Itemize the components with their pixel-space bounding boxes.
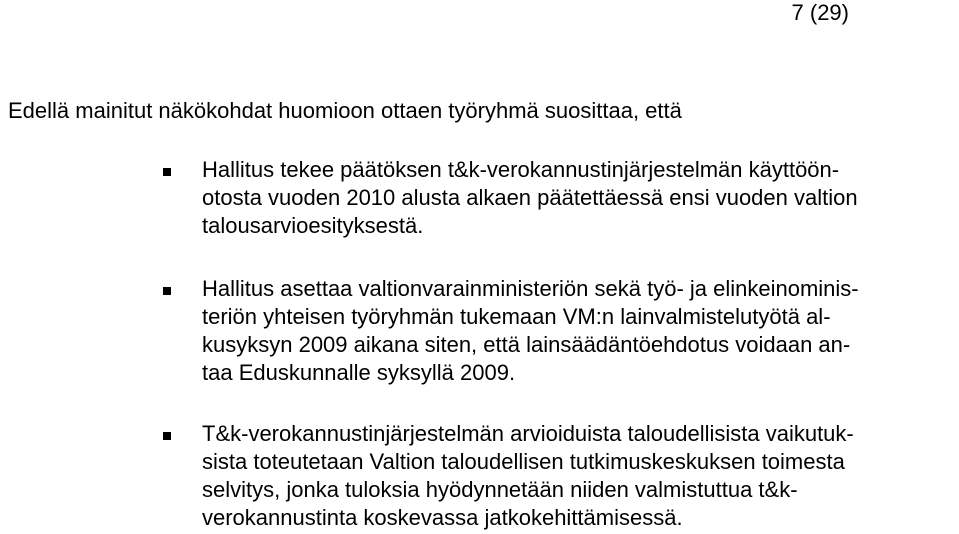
bullet-item-1-line-3: talousarvioesityksestä.	[202, 213, 424, 238]
bullet-item-2-line-2: teriön yhteisen työryhmän tukemaan VM:n lainvalmistelutyötä al-	[202, 304, 831, 329]
page-number: 7 (29)	[791, 0, 849, 25]
bullet-item-1-line-2: otosta vuoden 2010 alusta alkaen päätettäessä ensi vuoden valtion	[202, 185, 858, 210]
bullet-item-1-line-1: Hallitus tekee päätöksen t&k-verokannustinjärjestelmän käyttöön-	[202, 157, 840, 182]
bullet-item-3-line-4: verokannustinta koskevassa jatkokehittämisessä.	[202, 505, 683, 530]
bullet-item-3-line-1: T&k-verokannustinjärjestelmän arvioiduista taloudellisista vaikutuk-	[202, 421, 854, 446]
bullet-item-3-line-2: sista toteutetaan Valtion taloudellisen tutkimuskeskuksen toimesta	[202, 449, 845, 474]
bullet-item-2	[202, 275, 859, 387]
bullet-item-2-line-1: Hallitus asettaa valtionvarainministeriön sekä työ- ja elinkeinominis-	[202, 276, 859, 301]
bullet-marker-3	[163, 432, 171, 440]
bullet-item-3	[202, 420, 854, 532]
bullet-marker-1	[163, 168, 171, 176]
bullet-item-2-line-3: kusyksyn 2009 aikana siten, että lainsäädäntöehdotus voidaan an-	[202, 332, 851, 357]
intro-paragraph: Edellä mainitut näkökohdat huomioon ottaen työryhmä suosittaa, että	[8, 98, 682, 123]
bullet-item-1	[202, 156, 858, 240]
bullet-item-3-line-3: selvitys, jonka tuloksia hyödynnetään niiden valmistuttua t&k-	[202, 477, 798, 502]
bullet-marker-2	[163, 287, 171, 295]
bullet-item-2-line-4: taa Eduskunnalle syksyllä 2009.	[202, 360, 516, 385]
